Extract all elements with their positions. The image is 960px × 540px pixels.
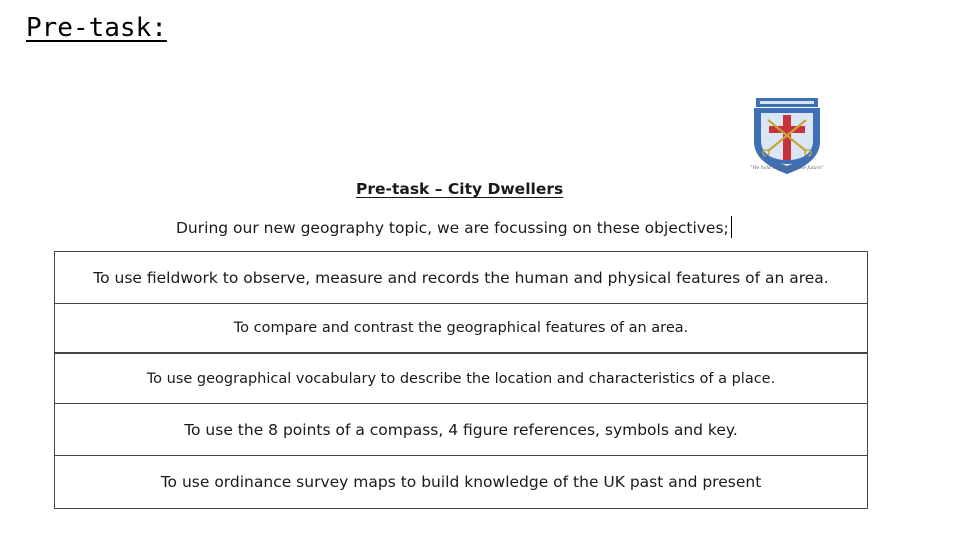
objective-row: To compare and contrast the geographical features of an area. xyxy=(55,304,867,354)
objective-row: To use geographical vocabulary to describe the location and characteristics of a place. xyxy=(55,354,867,404)
school-crest-icon xyxy=(748,96,826,176)
objective-row: To use the 8 points of a compass, 4 figure references, symbols and key. xyxy=(55,404,867,456)
intro-text xyxy=(176,216,732,239)
objective-row: To use fieldwork to observe, measure and records the human and physical features of an area. xyxy=(55,252,867,304)
objectives-table xyxy=(54,251,868,509)
document-heading: Pre-task – City Dwellers xyxy=(356,180,564,198)
intro-text-content: During our new geography topic, we are focussing on these objectives; xyxy=(176,219,729,237)
text-cursor xyxy=(731,216,732,238)
logo-motto: "We hold the keys to the future" xyxy=(750,166,824,171)
slide-title: Pre-task: xyxy=(26,13,167,43)
objective-row: To use ordinance survey maps to build knowledge of the UK past and present xyxy=(160,473,762,491)
